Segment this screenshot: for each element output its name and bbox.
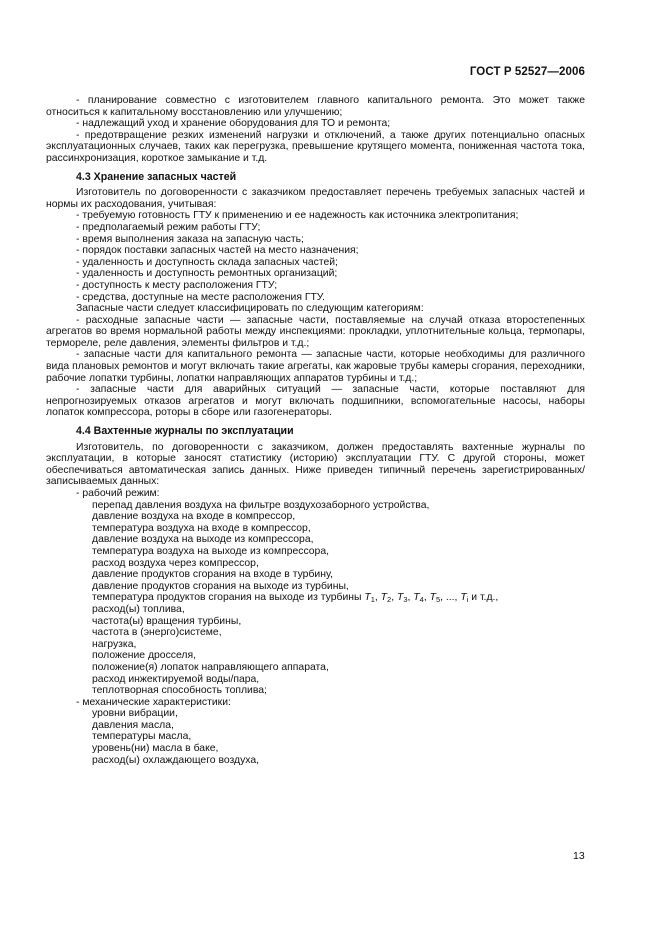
list-item: давления масла,	[92, 719, 174, 731]
list-item: положение дросселя,	[92, 650, 196, 662]
list-item: давление воздуха на входе в компрессор,	[92, 511, 296, 523]
page-number: 13	[573, 850, 585, 862]
paragraph: Запасные части следует классифицировать по следующим категориям:	[76, 303, 424, 315]
list-item: положение(я) лопаток направляющего аппарата,	[92, 661, 329, 673]
list-item: расход(ы) топлива,	[92, 603, 185, 615]
list-item-work-mode: - рабочий режим:	[76, 488, 160, 499]
document-body	[46, 95, 585, 766]
list-item: частота в (энерго)системе,	[92, 627, 222, 639]
list-item: - расходные запасные части — запасные части, поставляемые на случай отказа второстепенных агрегатов во время нормальной работы между инспекциями: прокладки, уплотнительные кольца, термопары, термореле, реле давления, элементы фильтров и т.д.;	[46, 314, 585, 349]
list-item: - доступность к месту расположения ГТУ;	[76, 279, 278, 291]
list-item: перепад давления воздуха на фильтре воздухозаборного устройства,	[92, 499, 430, 511]
list-item: - предотвращение резких изменений нагрузки и отключений, а также других потенциально опасных эксплуатационных случаев, таких как перегрузка, превышение крутящего момента, пониженная частота тока, рассинхронизация, короткое замыкание и т.д.	[46, 129, 585, 164]
list-item: давление продуктов сгорания на входе в турбину,	[92, 569, 333, 581]
paragraph: Изготовитель, по договоренности с заказчиком, должен предоставлять вахтенные журналы по эксплуатации, в которые заносят статистику (историю) эксплуатации ГТУ. С другой стороны, может обеспечиваться автоматическая запись данных. Ниже приведен типичный перечень зарегистрированных/записываемых данных:	[46, 441, 585, 488]
list-item: - запасные части для аварийных ситуаций — запасные части, которые поставляют для непрогнозируемых отказов агрегатов и могут включать подшипники, вспомогательные насосы, наборы лопаток компрессора, роторы в сборе или газогенераторы.	[46, 384, 585, 419]
list-item-exhaust-temperature: температура продуктов сгорания на выходе из турбины $T_1$, $T_2$, $T_3$, $T_4$, $T_5$, ..., $T_i$ и т.д.,	[92, 592, 499, 605]
list-item: расход(ы) охлаждающего воздуха,	[92, 754, 260, 766]
list-item: - планирование совместно с изготовителем главного капитального ремонта. Это может также относиться к капитальному восстановлению или улучшению;	[46, 95, 585, 118]
list-item: давление воздуха на выходе из компрессора,	[92, 534, 314, 546]
section-heading-4-3: 4.3 Хранение запасных частей	[76, 170, 237, 183]
list-item: - предполагаемый режим работы ГТУ;	[76, 221, 261, 233]
list-item: - удаленность и доступность ремонтных организаций;	[76, 268, 338, 280]
document-number: ГОСТ Р 52527—2006	[469, 66, 585, 78]
paragraph: Изготовитель по договоренности с заказчиком предоставляет перечень требуемых запасных частей и нормы их расходования, учитывая:	[46, 187, 585, 210]
list-item: - средства, доступные на месте расположения ГТУ.	[76, 291, 325, 303]
list-item: температуры масла,	[92, 731, 192, 743]
list-item: - порядок поставки запасных частей на место назначения;	[76, 245, 359, 257]
list-item: расход инжектируемой воды/пара,	[92, 673, 260, 685]
list-item: частота(ы) вращения турбины,	[92, 615, 242, 627]
list-item: температура воздуха на выходе из компрессора,	[92, 545, 330, 557]
list-item: - требуемую готовность ГТУ к применению и ее надежность как источника электропитания;	[76, 210, 519, 222]
list-item: давление продуктов сгорания на выходе из турбины,	[92, 580, 349, 592]
list-item: - время выполнения заказа на запасную часть;	[76, 233, 304, 245]
list-item: - надлежащий уход и хранение оборудования для ТО и ремонта;	[76, 118, 391, 130]
list-item: теплотворная способность топлива;	[92, 685, 267, 697]
list-item: уровень(ни) масла в баке,	[92, 743, 219, 755]
list-item-mechanical: - механические характеристики:	[76, 696, 231, 708]
section-heading-4-4: 4.4 Вахтенные журналы по эксплуатации	[76, 425, 294, 438]
list-item: нагрузка,	[92, 638, 137, 650]
list-item: расход воздуха через компрессор,	[92, 557, 259, 569]
list-item: уровни вибрации,	[92, 708, 178, 720]
list-item: - запасные части для капитального ремонта — запасные части, которые необходимы для различного вида плановых ремонтов и могут включать такие агрегаты, как жаровые трубы камеры сгорания, переходники, рабочие лопатки турбины, лопатки направляющих аппаратов турбины и т.д.;	[46, 349, 585, 384]
list-item: температура воздуха на входе в компрессор,	[92, 522, 311, 534]
list-item: - удаленность и доступность склада запасных частей;	[76, 256, 338, 268]
